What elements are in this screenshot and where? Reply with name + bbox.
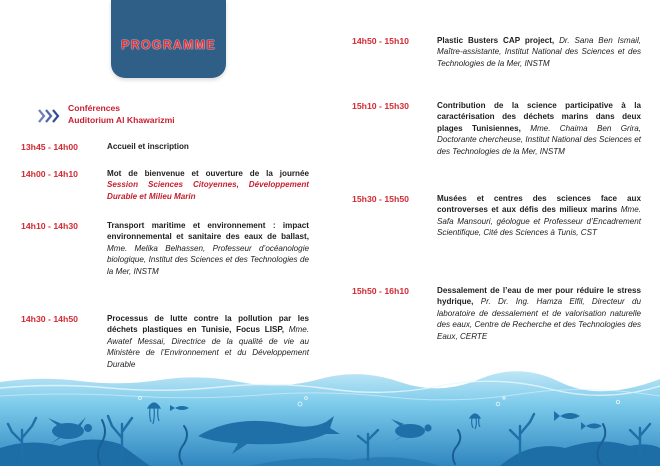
page-title: PROGRAMME: [121, 38, 216, 52]
venue-type: Conférences: [68, 103, 121, 113]
speaker-info: Mme. Awatef Messai, Directrice de la qualité de vie au Ministère de l’Environnement et du Développement Durable: [107, 325, 309, 369]
time-slot: 14h00 - 14h10: [21, 169, 78, 179]
time-slot: 14h50 - 15h10: [352, 36, 409, 46]
header-tab: [111, 0, 226, 78]
sea-illustration: [0, 368, 660, 466]
venue-room: Auditorium Al Khawarizmi: [68, 115, 175, 125]
time-slot: 15h50 - 16h10: [352, 286, 409, 296]
talk-title: Accueil et inscription: [107, 142, 189, 151]
time-slot: 13h45 - 14h00: [21, 142, 78, 152]
speaker-info: Mme. Melika Belhassen, Professeur d’océanologie biologique, Institut des Sciences et des Technologies de la Mer, INSTM: [107, 243, 309, 276]
talk-title: Processus de lutte contre la pollution par les déchets plastiques en Tunisie, Focus LISP,: [107, 314, 309, 335]
speaker-info: Dr. Sana Ben Ismail, Maître-assistante, Institut National des Sciences et des Technologies de la Mer, INSTM: [437, 36, 641, 68]
time-slot: 15h30 - 15h50: [352, 194, 409, 204]
talk-title: Mot de bienvenue et ouverture de la journée: [107, 169, 309, 178]
talk-title: Plastic Busters CAP project,: [437, 36, 555, 45]
session-name: Session Sciences Citoyennes, Développement Durable et Milieu Marin: [107, 180, 309, 201]
speaker-info: Pr. Dr. Ing. Hamza Elfil, Directeur du laboratoire de dessalement et de valorisation naturelle des eaux, Centre de Recherche et des Technologies des Eaux, CERTE: [437, 297, 642, 341]
talk-title: Musées et centres des sciences face aux controverses et aux défis des milieux marins: [437, 194, 641, 215]
time-slot: 14h30 - 14h50: [21, 314, 78, 324]
time-slot: 15h10 - 15h30: [352, 101, 409, 111]
speaker-info: Mme. Chaima Ben Grira, Doctorante chercheuse, Institut National des Sciences et des Technologies de la Mer, INSTM: [437, 123, 641, 156]
talk-title: Dessalement de l’eau de mer pour réduire le stress hydrique,: [437, 286, 641, 307]
talk-title: Contribution de la science participative à la caractérisation des déchets marins dans deux plages Tunisiennes,: [437, 101, 641, 133]
chevrons-icon: [38, 109, 62, 123]
speaker-info: Mme. Safa Mansouri, géologue et Professeur d’Encadrement Scientifique, Cité des Sciences à Tunis, CST: [437, 205, 642, 238]
talk-title: Transport maritime et environnement : impact environnemental et sanitaire des eaux de ballast,: [107, 221, 309, 242]
time-slot: 14h10 - 14h30: [21, 221, 78, 231]
